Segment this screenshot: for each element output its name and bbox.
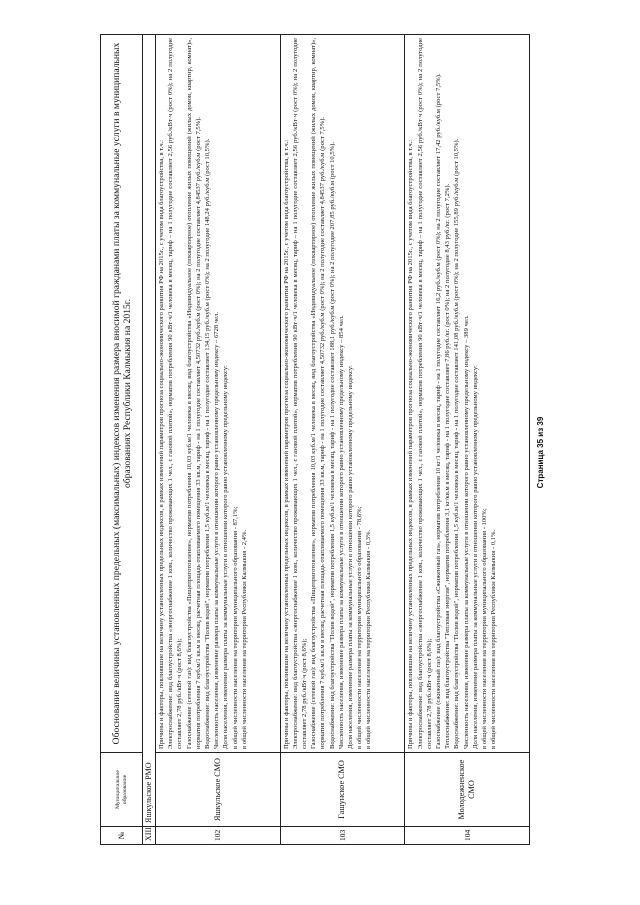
row-number: 103	[280, 827, 405, 845]
justification-line: Водоснабжение: вид благоустройства "Полив водой", норматив потребления 1,5 куб.м/1 человека в месяц, тариф - на 1 полугодие составляет 188,1 руб./куб.м (рост 0%); на 2 полугодие 207,85 руб./куб.м (рост 10,5%).	[328, 141, 336, 749]
page-number: Страница 35 из 39	[536, 416, 545, 489]
justification-line: Теплоснабжение: вид благоустройства "Тепловая энергия", норматив потребления 3,1 кг/кв.м в месяц, тариф - на 1 полугодие составляет 7,86 руб./кг. (рост 0%); на 2 полугодие 8,43 руб./кг. (рост 7,2%).	[444, 183, 452, 749]
region-code: XIII	[143, 827, 156, 845]
region-name: Яшкульское РМО	[143, 35, 156, 827]
justification-line: в общей численности населения на территории Республики Калмыкия - 0,1%.	[490, 529, 498, 749]
justification-line: Причины и факторы, повлиявшие на величину установленных предельных индексов, в рамках изменений параметров прогноза социально-экономического развития РФ на 2015г., с учетом вида благоустройства, в т.ч.:	[407, 139, 415, 749]
row-justification	[156, 35, 281, 753]
header-number: №	[101, 827, 143, 845]
justification-line: Доля населения, изменение размера платы за коммунальные услуги в отношении которого равно установленному предельному индексу:	[222, 365, 230, 749]
row-number: 102	[156, 827, 281, 845]
justification-line: Численность населения, изменение размера платы за коммунальные услуги в отношении которого равно установленному предельному индексу – 854 чел.	[337, 315, 345, 749]
row-municipality: Гашунское СМО	[280, 753, 405, 827]
row-municipality: Яшкульское СМО	[156, 753, 281, 827]
header-municipality: Муниципальное образование	[101, 753, 143, 827]
justification-line: в общей численности населения на территории муниципального образования - 87,1%;	[231, 506, 239, 749]
justification-line: Водоснабжение: вид благоустройства "Полив водой", норматив потребления 1,5 куб.м/1 человека в месяц, тариф - на 1 полугодие составляет 134,15 руб./куб.м (рост 0%); на 2 полугодие 148,24 руб./куб.м (рост 10,5%).	[204, 138, 212, 749]
row-justification	[280, 35, 405, 753]
justification-line: в общей численности населения на территории муниципального образования - 78,6%;	[356, 506, 364, 749]
row-municipality: Молодежненское СМО	[405, 753, 530, 827]
row-number: 104	[405, 827, 530, 845]
table-header-row	[101, 35, 143, 845]
justification-line: Причины и факторы, повлиявшие на величину установленных предельных индексов, в рамках изменений параметров прогноза социально-экономического развития РФ на 2015г., с учетом вида благоустройства, в т.ч.:	[282, 139, 290, 749]
justification-line: Причины и факторы, повлиявшие на величину установленных предельных индексов, в рамках изменений параметров прогноза социально-экономического развития РФ на 2015г., с учетом вида благоустройства, в т.ч.:	[158, 139, 165, 749]
justification-line: Доля населения, изменение размера платы за коммунальные услуги в отношении которого равно установленному предельному индексу:	[347, 365, 355, 749]
justification-line: Доля населения, изменение размера платы за коммунальные услуги в отношении которого равно установленному предельному индексу:	[471, 365, 479, 749]
justification-line: Электроснабжение: вид благоустройства «энергоснабжение 1 ком., количество проживающих 1 чел., с газовой плитой», норматив потребления 90 кВт·ч/1 человека в месяц, тариф – на 1 полугодие составляет 2,56 руб./кВт·ч (рост 0%); на 2 полугодие составляет 2,78 руб./кВт·ч (рост 8,6%);	[291, 38, 309, 749]
justification-line: Газоснабжение (сжиженный газ): вид благоустройства «Сжиженный газ», норматив потребления 10 кг/1 человека в месяц, тариф - на 1 полугодие составляет 16,2 руб./куб.м (рост 0%); на 2 полугодие составляет 17,42 руб./куб.м (рост 7,5%).	[434, 73, 442, 749]
index-justification-table	[100, 34, 530, 845]
justification-line: Газоснабжение (сетевой газ): вид благоустройства «Пищеприготовление», норматив потребления 10,03 куб.м/1 человека в месяц, вид благоустройства «Индивидуальное (поквартирное) отопление жилых помещений (жилых домов, квартир, комнат)», норматив потребления 7 куб.м/1 кв.м в месяц, расчетная площадь отапливаемого помещения 33 кв.м, тариф - на 1 полугодие составляет 4,50732 руб./куб.м (рост 0%); на 2 полугодие составляет 4,84537 руб./куб.м (рост 7,5%).	[185, 38, 202, 749]
justification-line: Электроснабжение: вид благоустройства «энергоснабжение 1 ком., количество проживающих 1 чел., с газовой плитой», норматив потребления 90 кВт·ч/1 человека в месяц, тариф – на 1 полугодие составляет 2,56 руб./кВт·ч (рост 0%); на 2 полугодие составляет 2,78 руб./кВт·ч (рост 8,6%);	[167, 38, 184, 749]
table-row	[156, 35, 281, 845]
justification-line: Водоснабжение: вид благоустройства "Полив водой", норматив потребления 1,5 куб.м/1 человека в месяц, тариф - на 1 полугодие составляет 141,08 руб./куб.м (рост 0%); на 2 полугодие 155,89 руб./куб.м (рост 10,5%).	[453, 138, 461, 749]
justification-line: Численность населения, изменение размера платы за коммунальные услуги в отношении которого равно установленному предельному индексу – 389 чел.	[462, 315, 470, 749]
region-row	[143, 35, 156, 845]
justification-line: в общей численности населения на территории муниципального образования - 100%;	[480, 508, 488, 749]
justification-line: Численность населения, изменение размера платы за коммунальные услуги в отношении которого равно установленному предельному индексу – 6728 чел.	[213, 312, 221, 749]
table-row	[405, 35, 530, 845]
justification-line: в общей численности населения на территории Республики Калмыкия - 2,4%.	[240, 529, 248, 749]
justification-line: Электроснабжение: вид благоустройства «энергоснабжение 1 ком., количество проживающих 1 чел., с газовой плитой», норматив потребления 90 кВт·ч/1 человека в месяц, тариф – на 1 полугодие составляет 2,56 руб./кВт·ч (рост 0%); на 2 полугодие составляет 2,78 руб./кВт·ч (рост 8,6%);	[416, 38, 433, 749]
row-justification	[405, 35, 530, 753]
justification-line: в общей численности населения на территории Республики Калмыкия - 0,3%.	[365, 529, 373, 749]
table-row	[280, 35, 405, 845]
justification-line: Газоснабжение (сетевой газ): вид благоустройства «Пищеприготовление», норматив потребления 10,03 куб.м/1 человека в месяц, вид благоустройства «Индивидуальное (поквартирное) отопление жилых помещений (жилых домов, квартир, комнат)», норматив потребления 7 куб.м/1 кв.м в месяц, расчетная площадь отапливаемого помещения 33 кв.м, тариф - на 1 полугодие составляет 4,50732 руб./куб.м (рост 0%); на 2 полугодие составляет 4,84537 руб./куб.м (рост 7,5%).	[310, 38, 327, 749]
header-title: Обоснование величины установленных предельных (максимальных) индексов изменения размера вносимой гражданами платы за коммунальные услуги в муниципальных образованиях Республики Калмыкия на 2015г.	[101, 35, 143, 753]
